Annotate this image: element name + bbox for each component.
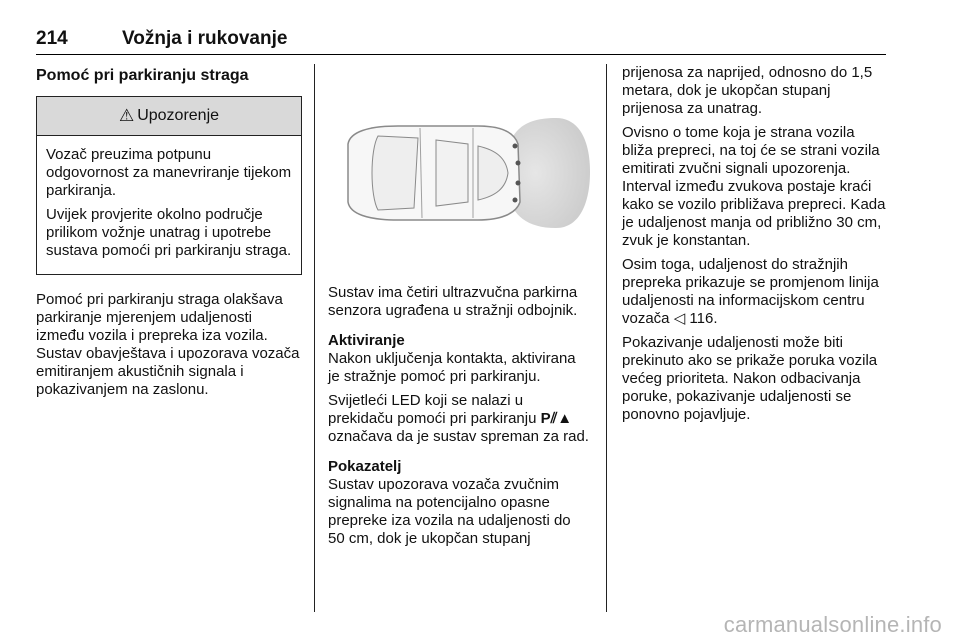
column-divider-1 xyxy=(314,64,315,612)
display-text: Osim toga, udaljenost do stražnjih prepreka prikazuje se promjenom linija udaljenosti na informacijskom centru vozača xyxy=(622,256,879,327)
activation-paragraph-1: Nakon uključenja kontakta, aktivirana je stražnje pomoć pri parkiranju. xyxy=(328,350,576,385)
page-reference-number[interactable]: 116. xyxy=(685,310,718,327)
section-title: Pomoć pri parkiranju straga xyxy=(36,67,249,84)
activation-text-before: Svijetleći LED koji se nalazi u prekidaču pomoći pri parkiranju xyxy=(328,392,541,427)
activation-heading: Aktiviranje xyxy=(328,332,405,349)
column-2 xyxy=(328,66,590,554)
column-divider-2 xyxy=(606,64,607,612)
chapter-title: Vožnja i rukovanje xyxy=(122,28,288,49)
indicator-paragraph: Sustav upozorava vozača zvučnim signalima na potencijalno opasne prepreke iza vozila na udaljenosti do 50 cm, dok je ukopčan stupanj xyxy=(328,476,571,547)
activation-text-after: označava da je sustav spreman za rad. xyxy=(328,428,589,445)
warning-title: Upozorenje xyxy=(137,107,220,124)
activation-paragraph-2 xyxy=(328,392,590,446)
page-reference-icon: ◁ xyxy=(673,310,686,327)
column-3 xyxy=(622,64,886,430)
warning-triangle-icon: ⚠ xyxy=(118,106,135,125)
warning-header xyxy=(37,97,301,136)
column-1 xyxy=(36,64,302,405)
parking-sensor-illustration xyxy=(328,66,590,278)
warning-signal-paragraph: Ovisno o tome koja je strana vozila bliža prepreci, na toj će se strani vozila emitirati zvučni signali upozorenja. Interval između zvukova postaje kraći kako se vozilo približava prepreci. Kada je udaljenost manja od približno 30 cm, zvuk je konstantan. xyxy=(622,124,886,249)
page-header xyxy=(36,26,886,55)
car-sensor-diagram xyxy=(328,66,590,278)
warning-paragraph-1: Vozač preuzima potpunu odgovornost za manevriranje tijekom parkiranja. xyxy=(46,146,292,199)
intro-paragraph: Pomoć pri parkiranju straga olakšava parkiranje mjerenjem udaljenosti između vozila i prepreka iza vozila. Sustav obavještava i upozorava vozača emitiranjem akustičnih signala i pokazivanjem na zaslonu. xyxy=(36,291,300,398)
distance-paragraph: prijenosa za naprijed, odnosno do 1,5 metara, dok je ukopčan stupanj prijenosa za unatrag. xyxy=(622,64,873,117)
watermark: carmanualsonline.info xyxy=(723,612,942,637)
parking-assist-icon: P⫽▲ xyxy=(540,410,573,427)
page-number: 214 xyxy=(36,28,68,49)
warning-body xyxy=(37,136,301,274)
interruption-paragraph: Pokazivanje udaljenosti može biti prekinuto ako se prikaže poruka vozila većeg prioriteta. Nakon odbacivanja poruke, pokazivanje udaljenosti se ponovno pojavljuje. xyxy=(622,334,878,423)
warning-paragraph-2: Uvijek provjerite okolno područje prilikom vožnje unatrag i upotrebe sustava pomoći pri parkiranju straga. xyxy=(46,206,292,259)
sensor-description: Sustav ima četiri ultrazvučna parkirna senzora ugrađena u stražnji odbojnik. xyxy=(328,284,578,319)
indicator-heading: Pokazatelj xyxy=(328,458,402,475)
display-paragraph xyxy=(622,256,886,328)
warning-box xyxy=(36,96,302,275)
